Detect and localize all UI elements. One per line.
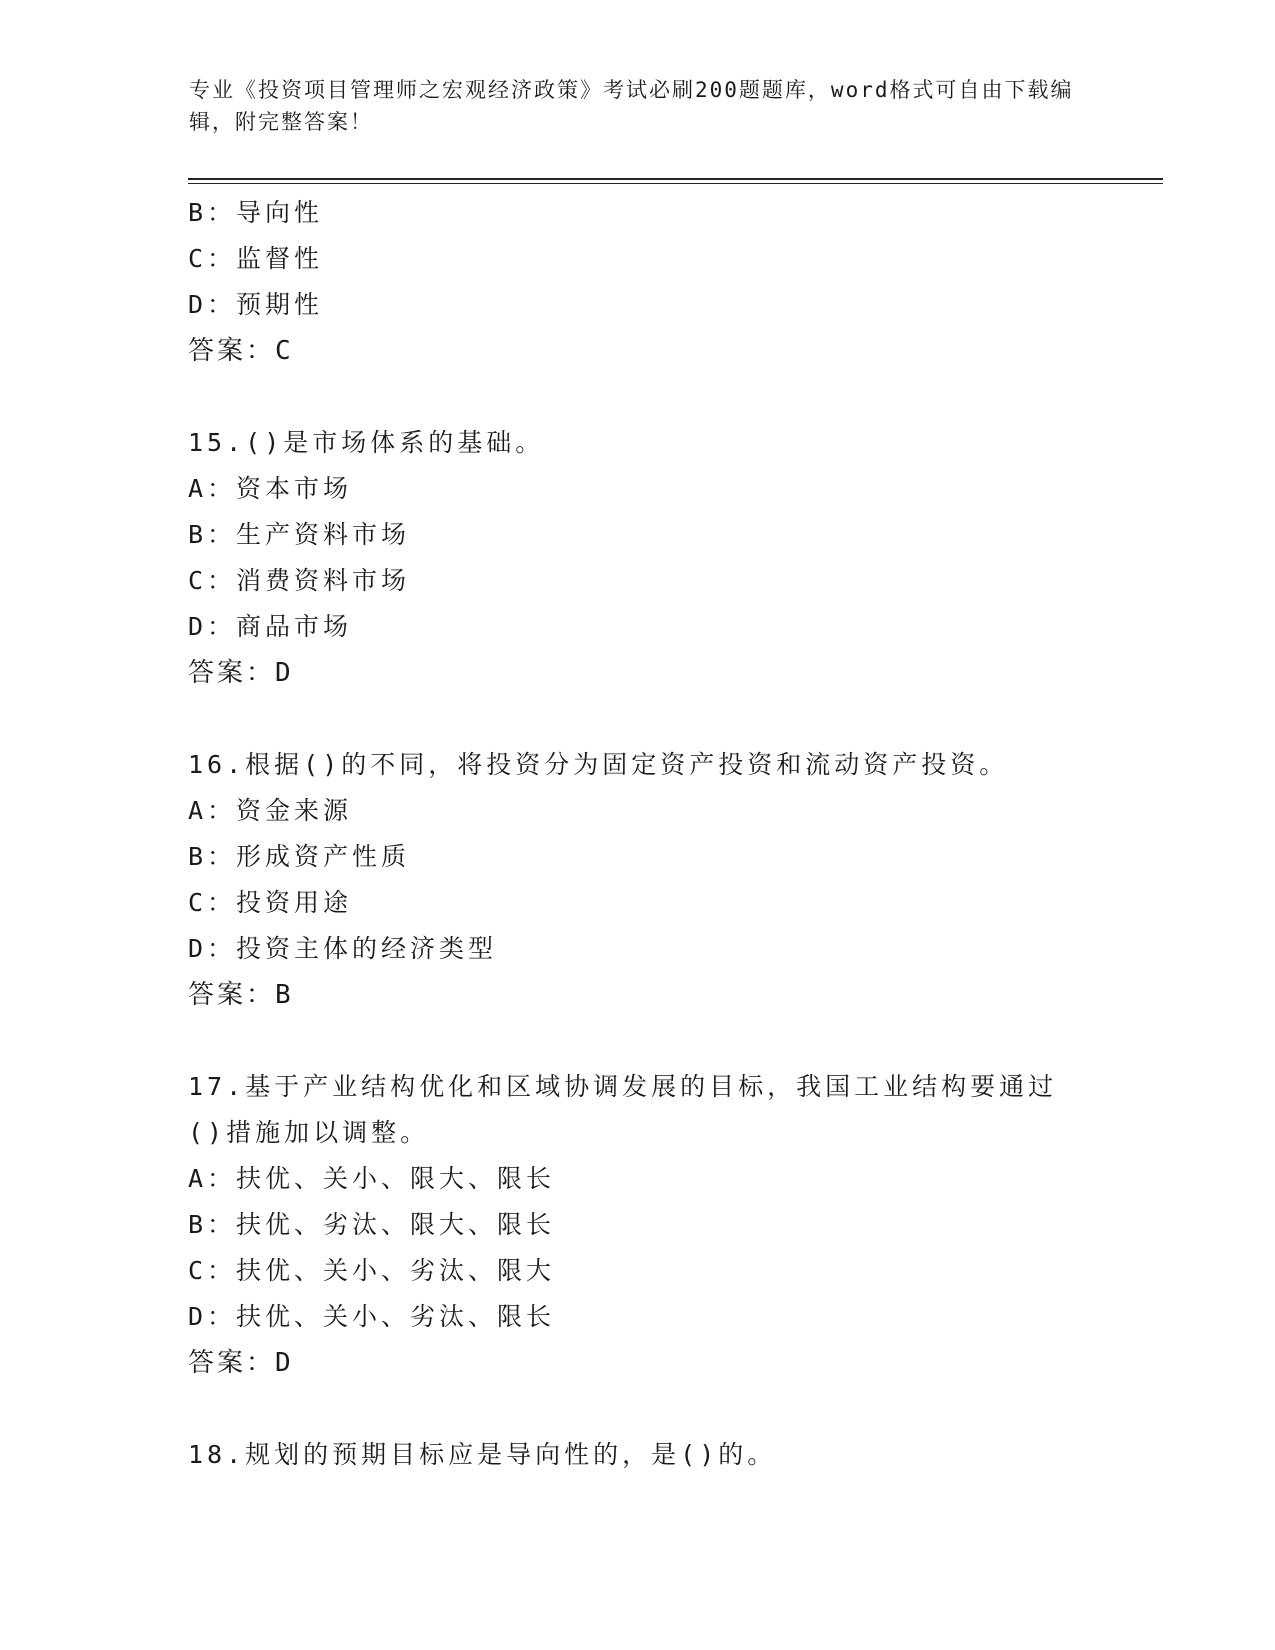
header-rule-thin [188, 183, 1163, 184]
question-text: 18.规划的预期目标应是导向性的，是()的。 [188, 1440, 777, 1469]
question-list [188, 190, 1088, 1478]
option-a: A：资金来源 [188, 796, 353, 825]
document-header: 专业《投资项目管理师之宏观经济政策》考试必刷200题题库，word格式可自由下载编辑，附完整答案！ [189, 78, 1074, 134]
option-d: D：预期性 [188, 290, 324, 319]
option-d: D：扶优、关小、劣汰、限长 [188, 1302, 556, 1331]
option-a: A：扶优、关小、限大、限长 [188, 1164, 556, 1193]
answer: 答案：C [188, 336, 294, 366]
answer: 答案：B [188, 980, 294, 1010]
question-text: 16.根据()的不同，将投资分为固定资产投资和流动资产投资。 [188, 750, 1009, 779]
option-b: B：导向性 [188, 198, 324, 227]
question-17 [188, 1064, 1088, 1386]
option-c: C：扶优、关小、劣汰、限大 [188, 1256, 556, 1285]
question-text: 17.基于产业结构优化和区域协调发展的目标，我国工业结构要通过()措施加以调整。 [188, 1072, 1058, 1147]
option-c: C：投资用途 [188, 888, 353, 917]
option-a: A：资本市场 [188, 474, 353, 503]
option-c: C：监督性 [188, 244, 324, 273]
question-text: 15.()是市场体系的基础。 [188, 428, 545, 457]
answer: 答案：D [188, 658, 294, 688]
option-c: C：消费资料市场 [188, 566, 411, 595]
option-b: B：扶优、劣汰、限大、限长 [188, 1210, 556, 1239]
option-d: D：投资主体的经济类型 [188, 934, 498, 963]
answer: 答案：D [188, 1348, 294, 1378]
header-rule-thick [188, 178, 1163, 180]
continued-question [188, 190, 1088, 374]
option-b: B：形成资产性质 [188, 842, 411, 871]
option-b: B：生产资料市场 [188, 520, 411, 549]
question-16 [188, 742, 1088, 1018]
question-15 [188, 420, 1088, 696]
option-d: D：商品市场 [188, 612, 353, 641]
question-18 [188, 1432, 1088, 1478]
